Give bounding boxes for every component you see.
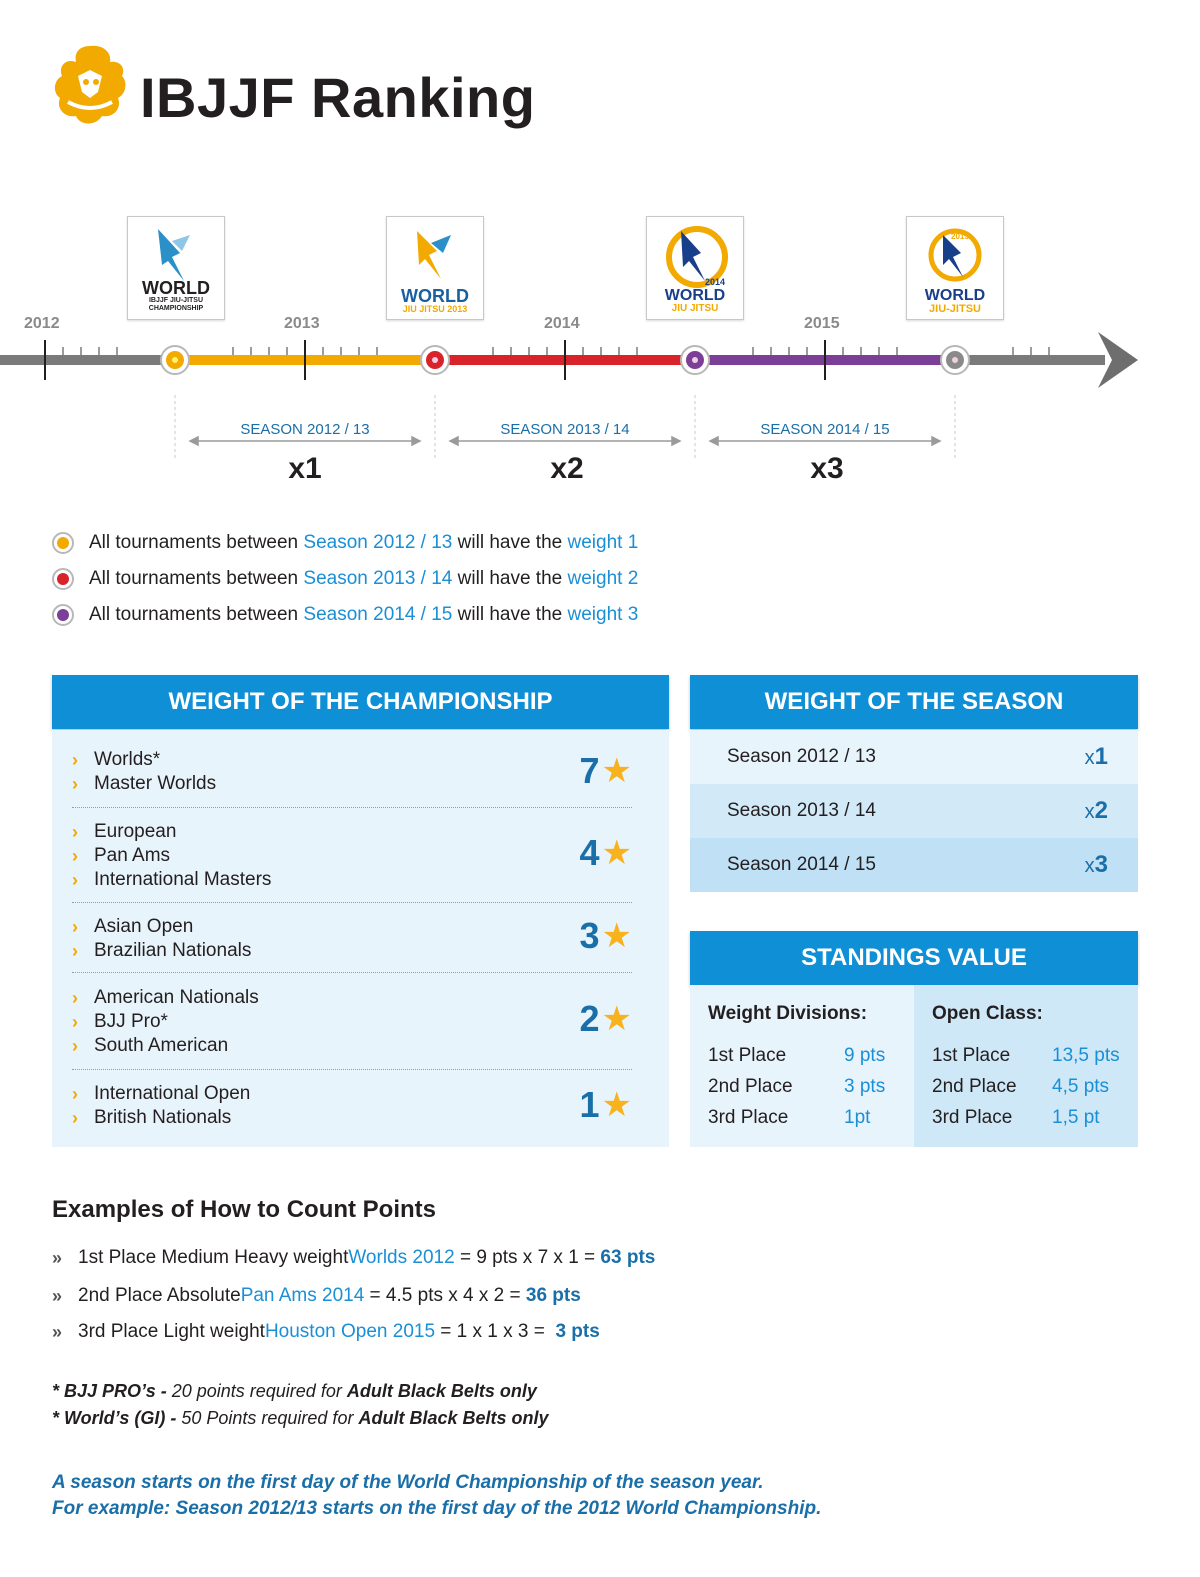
season-name: Season 2012 / 13 [727, 746, 876, 767]
event-card-worlds-2015 [906, 216, 1004, 320]
star-icon: ★ [601, 1086, 632, 1124]
championship-item: International Masters [94, 869, 272, 890]
chevron-right-icon: › [72, 917, 78, 937]
page-title: IBJJF Ranking [140, 66, 536, 129]
points-value: 4,5 pts [1052, 1076, 1110, 1097]
legend-dot-icon [52, 532, 74, 554]
place-label: 1st Place [708, 1045, 787, 1066]
star-rating: 1 ★ [579, 1084, 632, 1125]
points-value: 9 pts [844, 1045, 886, 1066]
star-icon: ★ [601, 752, 632, 790]
jaguar-logo-icon [50, 42, 130, 128]
championship-group-4 [72, 820, 632, 892]
legend-row-3 [52, 603, 638, 627]
points-value: 13,5 pts [1052, 1045, 1120, 1066]
timeline-node-center [952, 357, 958, 363]
place-label: 2nd Place [708, 1076, 793, 1097]
divider [72, 902, 632, 903]
chevron-right-icon: › [72, 870, 78, 890]
chevron-right-icon: › [72, 1108, 78, 1128]
chevron-right-icon: › [72, 1036, 78, 1056]
divider [72, 972, 632, 973]
examples-title: Examples of How to Count Points [52, 1196, 437, 1223]
season-multiplier-3: x3 [810, 452, 844, 485]
championship-group-2 [72, 986, 632, 1058]
points-value: 3 pts [844, 1076, 886, 1097]
season-name: Season 2013 / 14 [727, 800, 876, 821]
event-subtitle: IBJJF JIU-JITSU CHAMPIONSHIP [148, 297, 204, 312]
world-logo-icon [907, 219, 1005, 293]
divider [72, 1069, 632, 1070]
championship-item: Brazilian Nationals [94, 940, 252, 961]
chevron-right-icon: › [72, 846, 78, 866]
year-label-2014: 2014 [544, 315, 580, 332]
event-subtitle: JIU-JITSU [929, 303, 981, 315]
season-multiplier-2: x2 [550, 452, 584, 485]
championship-item: European [94, 821, 177, 842]
season-label-2014-15: SEASON 2014 / 15 [760, 421, 890, 438]
world-logo-icon [647, 219, 745, 293]
event-subtitle: JIU JITSU 2013 [402, 304, 468, 314]
season-label-2013-14: SEASON 2013 / 14 [500, 421, 630, 438]
star-icon: ★ [601, 1000, 632, 1038]
event-badge-2015: 2015 [951, 232, 969, 241]
points-value: 1pt [844, 1107, 871, 1128]
year-label-2012: 2012 [24, 315, 60, 332]
star-rating: 3 ★ [579, 915, 632, 956]
divider [72, 807, 632, 808]
minor-ticks [63, 347, 1049, 355]
chevron-right-icon: › [72, 822, 78, 842]
timeline-node-center [172, 357, 178, 363]
world-logo-icon [387, 221, 485, 291]
legend-dot-icon [52, 604, 74, 626]
championship-weight-panel [52, 730, 669, 1147]
footnote: * World’s (GI) - 50 Points required for Adult Black Belts only [52, 1408, 549, 1428]
event-card-worlds-2012 [127, 216, 225, 320]
place-label: 3rd Place [932, 1107, 1013, 1128]
legend-text: All tournaments between Season 2014 / 15 will have the weight 3 [89, 604, 639, 625]
championship-item: Pan Ams [94, 845, 171, 866]
chevron-right-icon: › [72, 750, 78, 770]
place-label: 2nd Place [932, 1076, 1017, 1097]
season-multiplier-1: x1 [288, 452, 322, 485]
season-span-arrows [190, 437, 940, 445]
star-rating: 7 ★ [579, 750, 632, 791]
chevron-right-icon: › [72, 1012, 78, 1032]
legend-text: All tournaments between Season 2012 / 13 will have the weight 1 [89, 532, 639, 553]
season-weight-panel [690, 730, 1138, 892]
championship-item: Worlds* [94, 749, 161, 770]
championship-item: Asian Open [94, 916, 194, 937]
event-badge-2014: 2014 [705, 277, 726, 287]
championship-group-1 [72, 1082, 632, 1130]
open-class-column [914, 985, 1138, 1147]
double-chevron-icon: » [52, 1285, 63, 1306]
year-label-2015: 2015 [804, 315, 840, 332]
season-definition-line-1: A season starts on the first day of the World Championship of the season year. [52, 1472, 764, 1493]
place-label: 3rd Place [708, 1107, 789, 1128]
championship-item: Master Worlds [94, 773, 217, 794]
star-icon: ★ [601, 917, 632, 955]
points-value: 1,5 pt [1052, 1107, 1100, 1128]
legend-text: All tournaments between Season 2013 / 14 will have the weight 2 [89, 568, 639, 589]
season-multiplier: x3 [1084, 851, 1108, 878]
season-weight-row [690, 784, 1138, 838]
season-weight-header: WEIGHT OF THE SEASON [690, 675, 1138, 729]
timeline-node-center [692, 357, 698, 363]
championship-item: South American [94, 1035, 229, 1056]
star-rating: 2 ★ [579, 998, 632, 1039]
season-multiplier: x2 [1084, 797, 1108, 824]
example-row: » 1st Place Medium Heavy weight Worlds 2012 = 9 pts x 7 x 1 = 63 pts [52, 1247, 656, 1268]
standings-value-panel [690, 985, 1138, 1147]
star-rating: 4 ★ [579, 832, 632, 873]
championship-group-3 [72, 915, 632, 963]
event-wordmark: WORLD [924, 287, 986, 304]
season-definition-line-2: For example: Season 2012/13 starts on the first day of the 2012 World Championship. [52, 1498, 822, 1519]
chevron-right-icon: › [72, 1084, 78, 1104]
season-multiplier: x1 [1084, 743, 1108, 770]
chevron-right-icon: › [72, 988, 78, 1008]
season-name: Season 2014 / 15 [727, 854, 876, 875]
place-label: 1st Place [932, 1045, 1011, 1066]
footnote: * BJJ PRO’s - 20 points required for Adult Black Belts only [52, 1381, 537, 1401]
legend-dot-icon [52, 568, 74, 590]
championship-weight-header: WEIGHT OF THE CHAMPIONSHIP [52, 675, 669, 729]
championship-group-7 [72, 748, 632, 796]
weight-divisions-title: Weight Divisions: [708, 1003, 868, 1024]
event-card-worlds-2014 [646, 216, 744, 320]
event-subtitle: JIU JITSU [671, 303, 719, 314]
championship-item: International Open [94, 1083, 251, 1104]
championship-item: BJJ Pro* [94, 1011, 168, 1032]
chevron-right-icon: › [72, 774, 78, 794]
weight-divisions-column [690, 985, 914, 1147]
chevron-right-icon: › [72, 941, 78, 961]
legend-row-1 [52, 531, 638, 555]
open-class-title: Open Class: [932, 1003, 1043, 1024]
season-weight-row [690, 730, 1138, 784]
timeline-node-center [432, 357, 438, 363]
event-wordmark: WORLD [142, 278, 210, 298]
example-row: » 2nd Place Absolute Pan Ams 2014 = 4.5 pts x 4 x 2 = 36 pts [52, 1285, 581, 1306]
season-weight-row [690, 838, 1138, 892]
example-row: » 3rd Place Light weight Houston Open 2015 = 1 x 1 x 3 = 3 pts [52, 1321, 600, 1342]
event-wordmark: WORLD [664, 287, 726, 304]
double-chevron-icon: » [52, 1247, 63, 1268]
legend-row-2 [52, 567, 638, 591]
double-chevron-icon: » [52, 1321, 63, 1342]
year-label-2013: 2013 [284, 315, 320, 332]
championship-item: British Nationals [94, 1107, 232, 1128]
season-label-2012-13: SEASON 2012 / 13 [240, 421, 370, 438]
season-timeline [0, 200, 1200, 500]
championship-item: American Nationals [94, 987, 259, 1008]
event-wordmark: WORLD [401, 286, 469, 306]
standings-value-header: STANDINGS VALUE [690, 931, 1138, 985]
event-card-worlds-2013 [386, 216, 484, 320]
star-icon: ★ [601, 834, 632, 872]
